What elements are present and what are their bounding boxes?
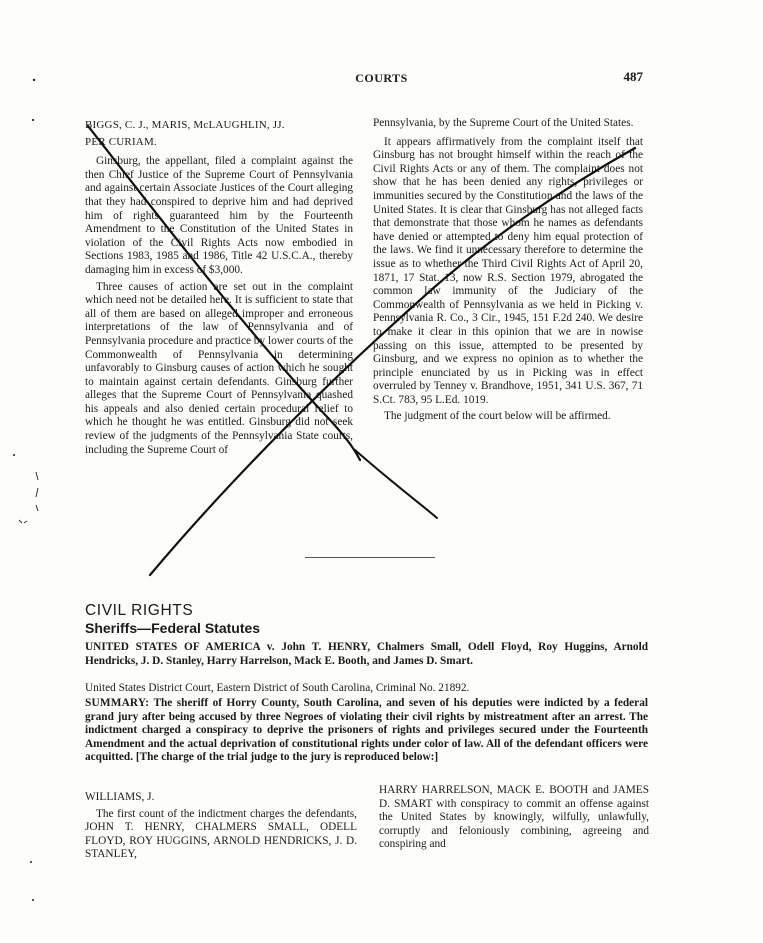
margin-dot [30,861,32,863]
section-heading [85,602,645,637]
paragraph: The judgment of the court below will be affirmed. [384,410,611,423]
margin-scribble [36,472,38,511]
page-number: 487 [623,69,643,84]
paragraph: HARRY HARRELSON, MACK E. BOOTH and JAMES D. SMART with conspiracy to commit an offense against the United States by knowingly, wilfully, unlawfully, corruptly and feloniously combining, agreeing and conspiring and [379,784,649,851]
bottom-left-column [85,791,357,864]
right-column [373,117,643,426]
summary-label: SUMMARY: [85,697,150,709]
paragraph: The first count of the indictment charges the defendants, JOHN T. HENRY, CHALMERS SMALL, ODELL FLOYD, ROY HUGGINS, ARNOLD HENDRICKS, J. D. STANLEY, [85,807,357,861]
margin-scribble [19,520,27,523]
per-curiam: PER CURIAM. [85,135,157,148]
running-head-title: COURTS [355,71,408,85]
section-divider [305,557,435,558]
paragraph: Three causes of action are set out in the complaint which need not be detailed here. It is sufficient to state that all of them are based on alleged improper and erroneous interpretations of the law of Pennsylvania and of Pennsylvania procedure and practice by lower courts of the Commonwealth of Pennsylvania in determining unfavorably to Ginsburg causes of action which he sought to maintain against certain defendants. Ginsburg further alleges that the Supreme Court of Pennsylvania quashed his appeals and also denied certain procedural relief to which he thought he was entitled. Ginsburg did not seek review of the judgments of the Pennsylvania State courts, including the Supreme Court of [85,280,353,456]
section-title: CIVIL RIGHTS [85,602,194,619]
paragraph: Ginsburg, the appellant, filed a complaint against the then Chief Justice of the Supreme Court of Pennsylvania and against certain Associate Justices of the Court alleging that they had conspired to deprive him and had deprived him of rights guaranteed him by the Fourteenth Amendment to the Constitution of the United States in violation of the Civil Rights Acts now embodied in Sections 1983, 1985 and 1986, Title 42 U.S.C.A., thereby damaging him in excess of $3,000. [85,155,353,276]
margin-dot [32,119,34,121]
strike-line-right [355,450,437,518]
court-line: United States District Court, Eastern District of South Carolina, Criminal No. 21892. [85,682,470,694]
summary-text: The sheriff of Horry County, South Carolina, and seven of his deputies were indicted by a federal grand jury after being accused by three Negroes of violating their civil rights by mistreatment after an arrest. The indictment charged a conspiracy to deprive the prisoners of rights and privileges secured under the Fourteenth Amendment and the actual deprivation of constitutional rights under color of law. All of the defendant officers were acquitted. [The charge of the trial judge to the jury is reproduced below:] [85,697,648,764]
summary [85,697,648,765]
running-head [0,71,763,91]
paragraph: It appears affirmatively from the complaint itself that Ginsburg has not brought himself within the reach of the Civil Rights Acts or any of them. The complaint does not show that he has been denied any rights, privileges or immunities secured by the Constitution and the laws of the United States. It is clear that Ginsburg has not alleged facts that demonstrate that those whom he names as defendants have denied or attempted to deny him equal protection of the laws. We find it unnecessary therefore to determine the issue as to whether the Third Civil Rights Act of April 20, 1871, 17 Stat. 13, now R.S. Section 1979, abrogated the common law immunity of the Judiciary of the Commonwealth of Pennsylvania as we held in Picking v. Pennsylvania R. Co., 3 Cir., 1945, 151 F.2d 240. We desire to make it clear in this opinion that we are in nowise passing on this issue, attempted to be presented by Ginsburg, and we express no opinion as to whether the principle enunciated by us in Picking was in effect overruled by Tenney v. Brandhove, 1951, 341 U.S. 367, 71 S.Ct. 783, 95 L.Ed. 1019. [373,135,643,406]
judge-signature: WILLIAMS, J. [85,791,155,803]
margin-dot [32,899,34,901]
left-column [85,119,353,459]
case-caption: UNITED STATES OF AMERICA v. John T. HENRY, Chalmers Small, Odell Floyd, Roy Huggins, Arnold Hendricks, J. D. Stanley, Harry Harrelson, Mack E. Booth, and James D. Smart. [85,641,648,667]
margin-dot [13,454,15,456]
bottom-right-column [379,784,649,854]
section-subtitle: Sheriffs—Federal Statutes [85,620,261,636]
paragraph: Pennsylvania, by the Supreme Court of the United States. [373,117,634,129]
judges-line: BIGGS, C. J., MARIS, McLAUGHLIN, JJ. [85,119,285,131]
